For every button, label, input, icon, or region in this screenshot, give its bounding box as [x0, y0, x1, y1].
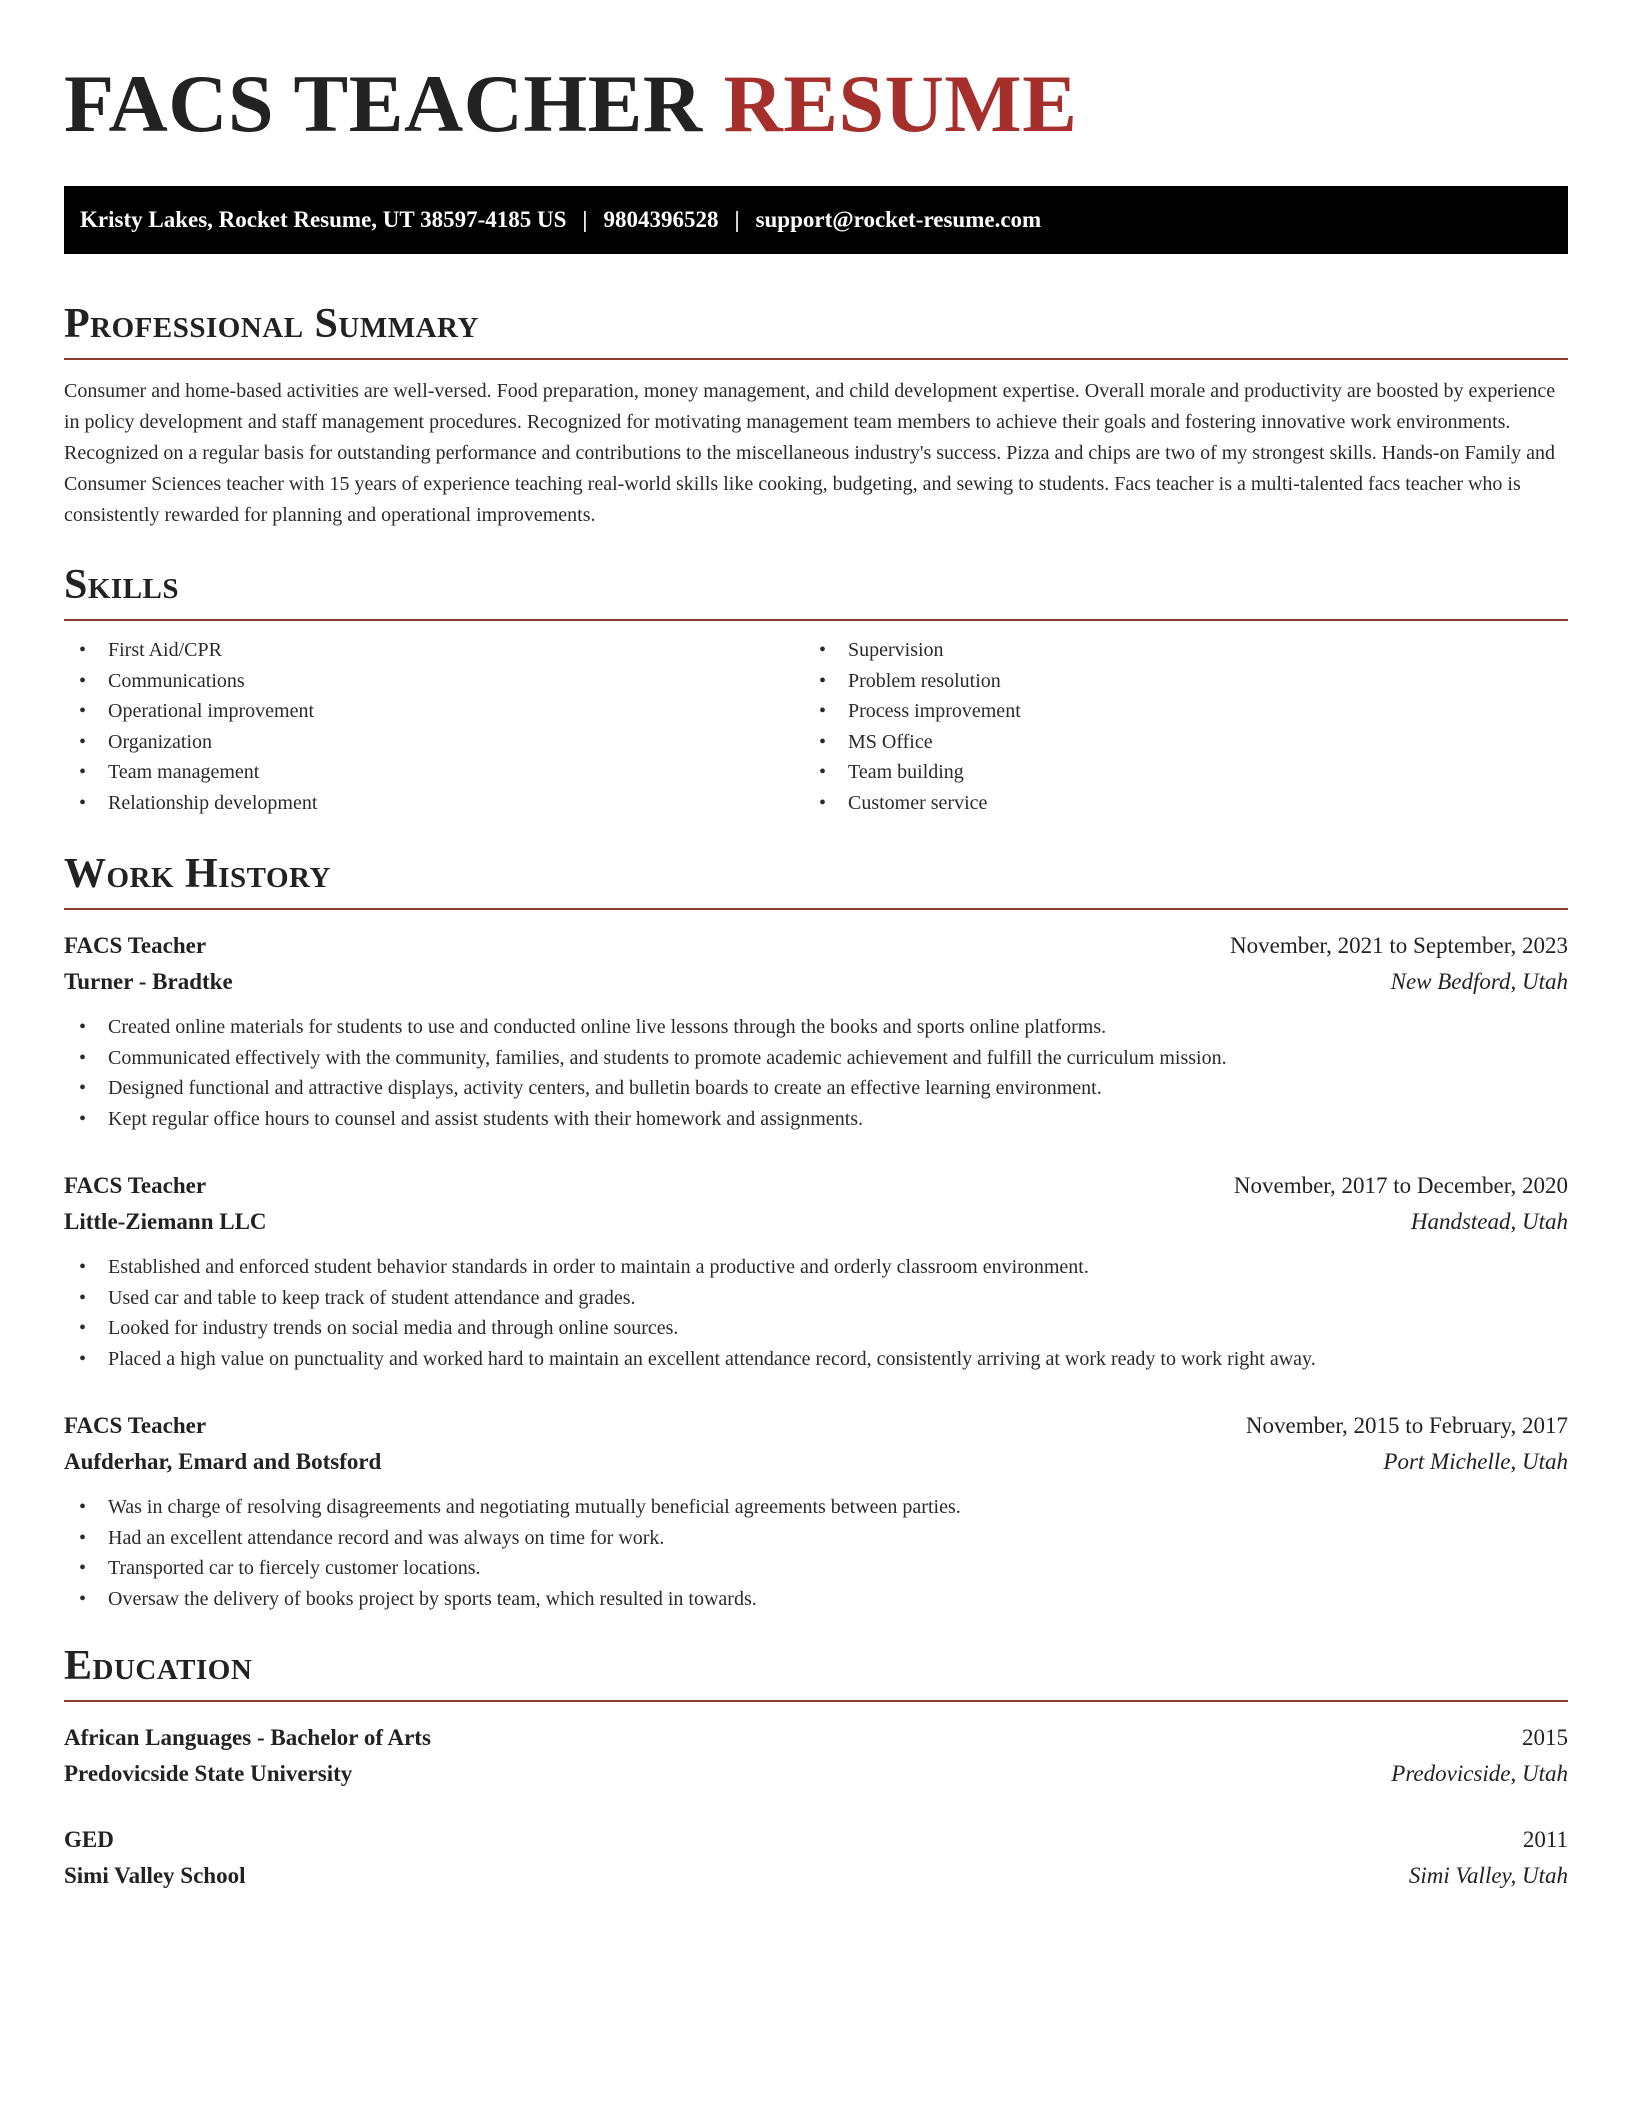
job-subheader: [64, 964, 1568, 1000]
skill-item: • Process improvement: [804, 696, 1544, 727]
job-dates: November, 2021 to September, 2023: [1230, 933, 1568, 958]
contact-email[interactable]: support@rocket-resume.com: [755, 207, 1042, 232]
education-entry: [64, 1720, 1568, 1792]
education-header: [64, 1822, 1568, 1858]
education-heading: Education: [64, 1643, 253, 1689]
job-bullet: • Looked for industry trends on social media and through online sources.: [64, 1313, 1568, 1344]
education-subheader: [64, 1858, 1568, 1894]
job-entry: [64, 1408, 1568, 1614]
section-divider: [64, 1700, 1568, 1702]
skill-item: • Organization: [64, 727, 804, 758]
education-subheader: [64, 1756, 1568, 1792]
job-bullet: • Used car and table to keep track of student attendance and grades.: [64, 1283, 1568, 1314]
skills-column-left: [64, 635, 804, 818]
job-title: FACS Teacher: [64, 1413, 207, 1438]
education-entry: [64, 1822, 1568, 1894]
job-bullets: [64, 1252, 1568, 1374]
summary-heading: Professional Summary: [64, 301, 479, 347]
skills-heading: Skills: [64, 562, 180, 608]
section-divider: [64, 908, 1568, 910]
job-bullet: • Transported car to fiercely customer locations.: [64, 1553, 1568, 1584]
job-location: New Bedford, Utah: [1390, 969, 1568, 994]
job-entry: [64, 928, 1568, 1134]
job-entry: [64, 1168, 1568, 1374]
job-bullet: • Was in charge of resolving disagreements and negotiating mutually beneficial agreements between parties.: [64, 1492, 1568, 1523]
skill-item: • MS Office: [804, 727, 1544, 758]
resume-title: [64, 56, 1568, 152]
skill-item: • Operational improvement: [64, 696, 804, 727]
contact-bar: [64, 186, 1568, 254]
job-location: Handstead, Utah: [1410, 1209, 1568, 1234]
education-year: 2011: [1522, 1827, 1568, 1852]
skills-list: [64, 635, 1568, 818]
education-school: Simi Valley School: [64, 1863, 246, 1888]
job-bullet: • Established and enforced student behavior standards in order to maintain a productive and orderly classroom environment.: [64, 1252, 1568, 1283]
summary-text: Consumer and home-based activities are well-versed. Food preparation, money management, and child development expertise. Overall morale and productivity are boosted by experience in policy development and staff management procedures. Recognized for motivating management team members to achieve their goals and fostering innovative work environments. Recognized on a regular basis for outstanding performance and contributions to the miscellaneous industry's success. Pizza and chips are two of my strongest skills. Hands-on Family and Consumer Sciences teacher with 15 years of experience teaching real-world skills like cooking, budgeting, and sewing to students. Facs teacher is a multi-talented facs teacher who is consistently rewarded for planning and operational improvements.: [64, 380, 1556, 526]
skill-item: • Relationship development: [64, 788, 804, 819]
work-history-heading: Work History: [64, 851, 331, 897]
contact-separator: |: [734, 207, 740, 232]
job-bullet: • Kept regular office hours to counsel and assist students with their homework and assignments.: [64, 1104, 1568, 1135]
job-company: Aufderhar, Emard and Botsford: [64, 1449, 382, 1474]
education-school: Predovicside State University: [64, 1761, 353, 1786]
contact-separator: |: [582, 207, 588, 232]
skill-item: • Team building: [804, 757, 1544, 788]
skill-item: • Communications: [64, 666, 804, 697]
job-bullets: [64, 1492, 1568, 1614]
job-header: [64, 1168, 1568, 1204]
section-divider: [64, 358, 1568, 360]
skill-item: • Problem resolution: [804, 666, 1544, 697]
job-company: Little-Ziemann LLC: [64, 1209, 267, 1234]
skill-item: • Customer service: [804, 788, 1544, 819]
job-subheader: [64, 1444, 1568, 1480]
education-degree: African Languages - Bachelor of Arts: [64, 1725, 431, 1750]
job-bullet: • Placed a high value on punctuality and worked hard to maintain an excellent attendance record, consistently arriving at work ready to work right away.: [64, 1344, 1568, 1375]
section-divider: [64, 619, 1568, 621]
job-bullet: • Oversaw the delivery of books project by sports team, which resulted in towards.: [64, 1584, 1568, 1615]
education-location: Simi Valley, Utah: [1408, 1863, 1568, 1888]
title-main: FACS TEACHER: [64, 58, 703, 149]
skill-item: • First Aid/CPR: [64, 635, 804, 666]
job-dates: November, 2015 to February, 2017: [1245, 1413, 1568, 1438]
education-degree: GED: [64, 1827, 114, 1852]
education-location: Predovicside, Utah: [1391, 1761, 1568, 1786]
job-title: FACS Teacher: [64, 1173, 207, 1198]
job-bullet: • Had an excellent attendance record and was always on time for work.: [64, 1523, 1568, 1554]
job-header: [64, 1408, 1568, 1444]
job-bullet: • Designed functional and attractive displays, activity centers, and bulletin boards to create an effective learning environment.: [64, 1073, 1568, 1104]
job-bullet: • Created online materials for students to use and conducted online live lessons through the books and sports online platforms.: [64, 1012, 1568, 1043]
job-title: FACS Teacher: [64, 933, 207, 958]
job-bullet: • Communicated effectively with the community, families, and students to promote academic achievement and fulfill the curriculum mission.: [64, 1043, 1568, 1074]
education-header: [64, 1720, 1568, 1756]
education-year: 2015: [1522, 1725, 1568, 1750]
job-dates: November, 2017 to December, 2020: [1233, 1173, 1568, 1198]
contact-phone[interactable]: 9804396528: [603, 207, 719, 232]
job-subheader: [64, 1204, 1568, 1240]
title-accent: RESUME: [723, 58, 1078, 149]
job-header: [64, 928, 1568, 964]
contact-address: Kristy Lakes, Rocket Resume, UT 38597-4185 US: [80, 207, 567, 232]
skill-item: • Supervision: [804, 635, 1544, 666]
skills-column-right: [804, 635, 1544, 818]
skill-item: • Team management: [64, 757, 804, 788]
job-bullets: [64, 1012, 1568, 1134]
job-company: Turner - Bradtke: [64, 969, 233, 994]
job-location: Port Michelle, Utah: [1383, 1449, 1568, 1474]
